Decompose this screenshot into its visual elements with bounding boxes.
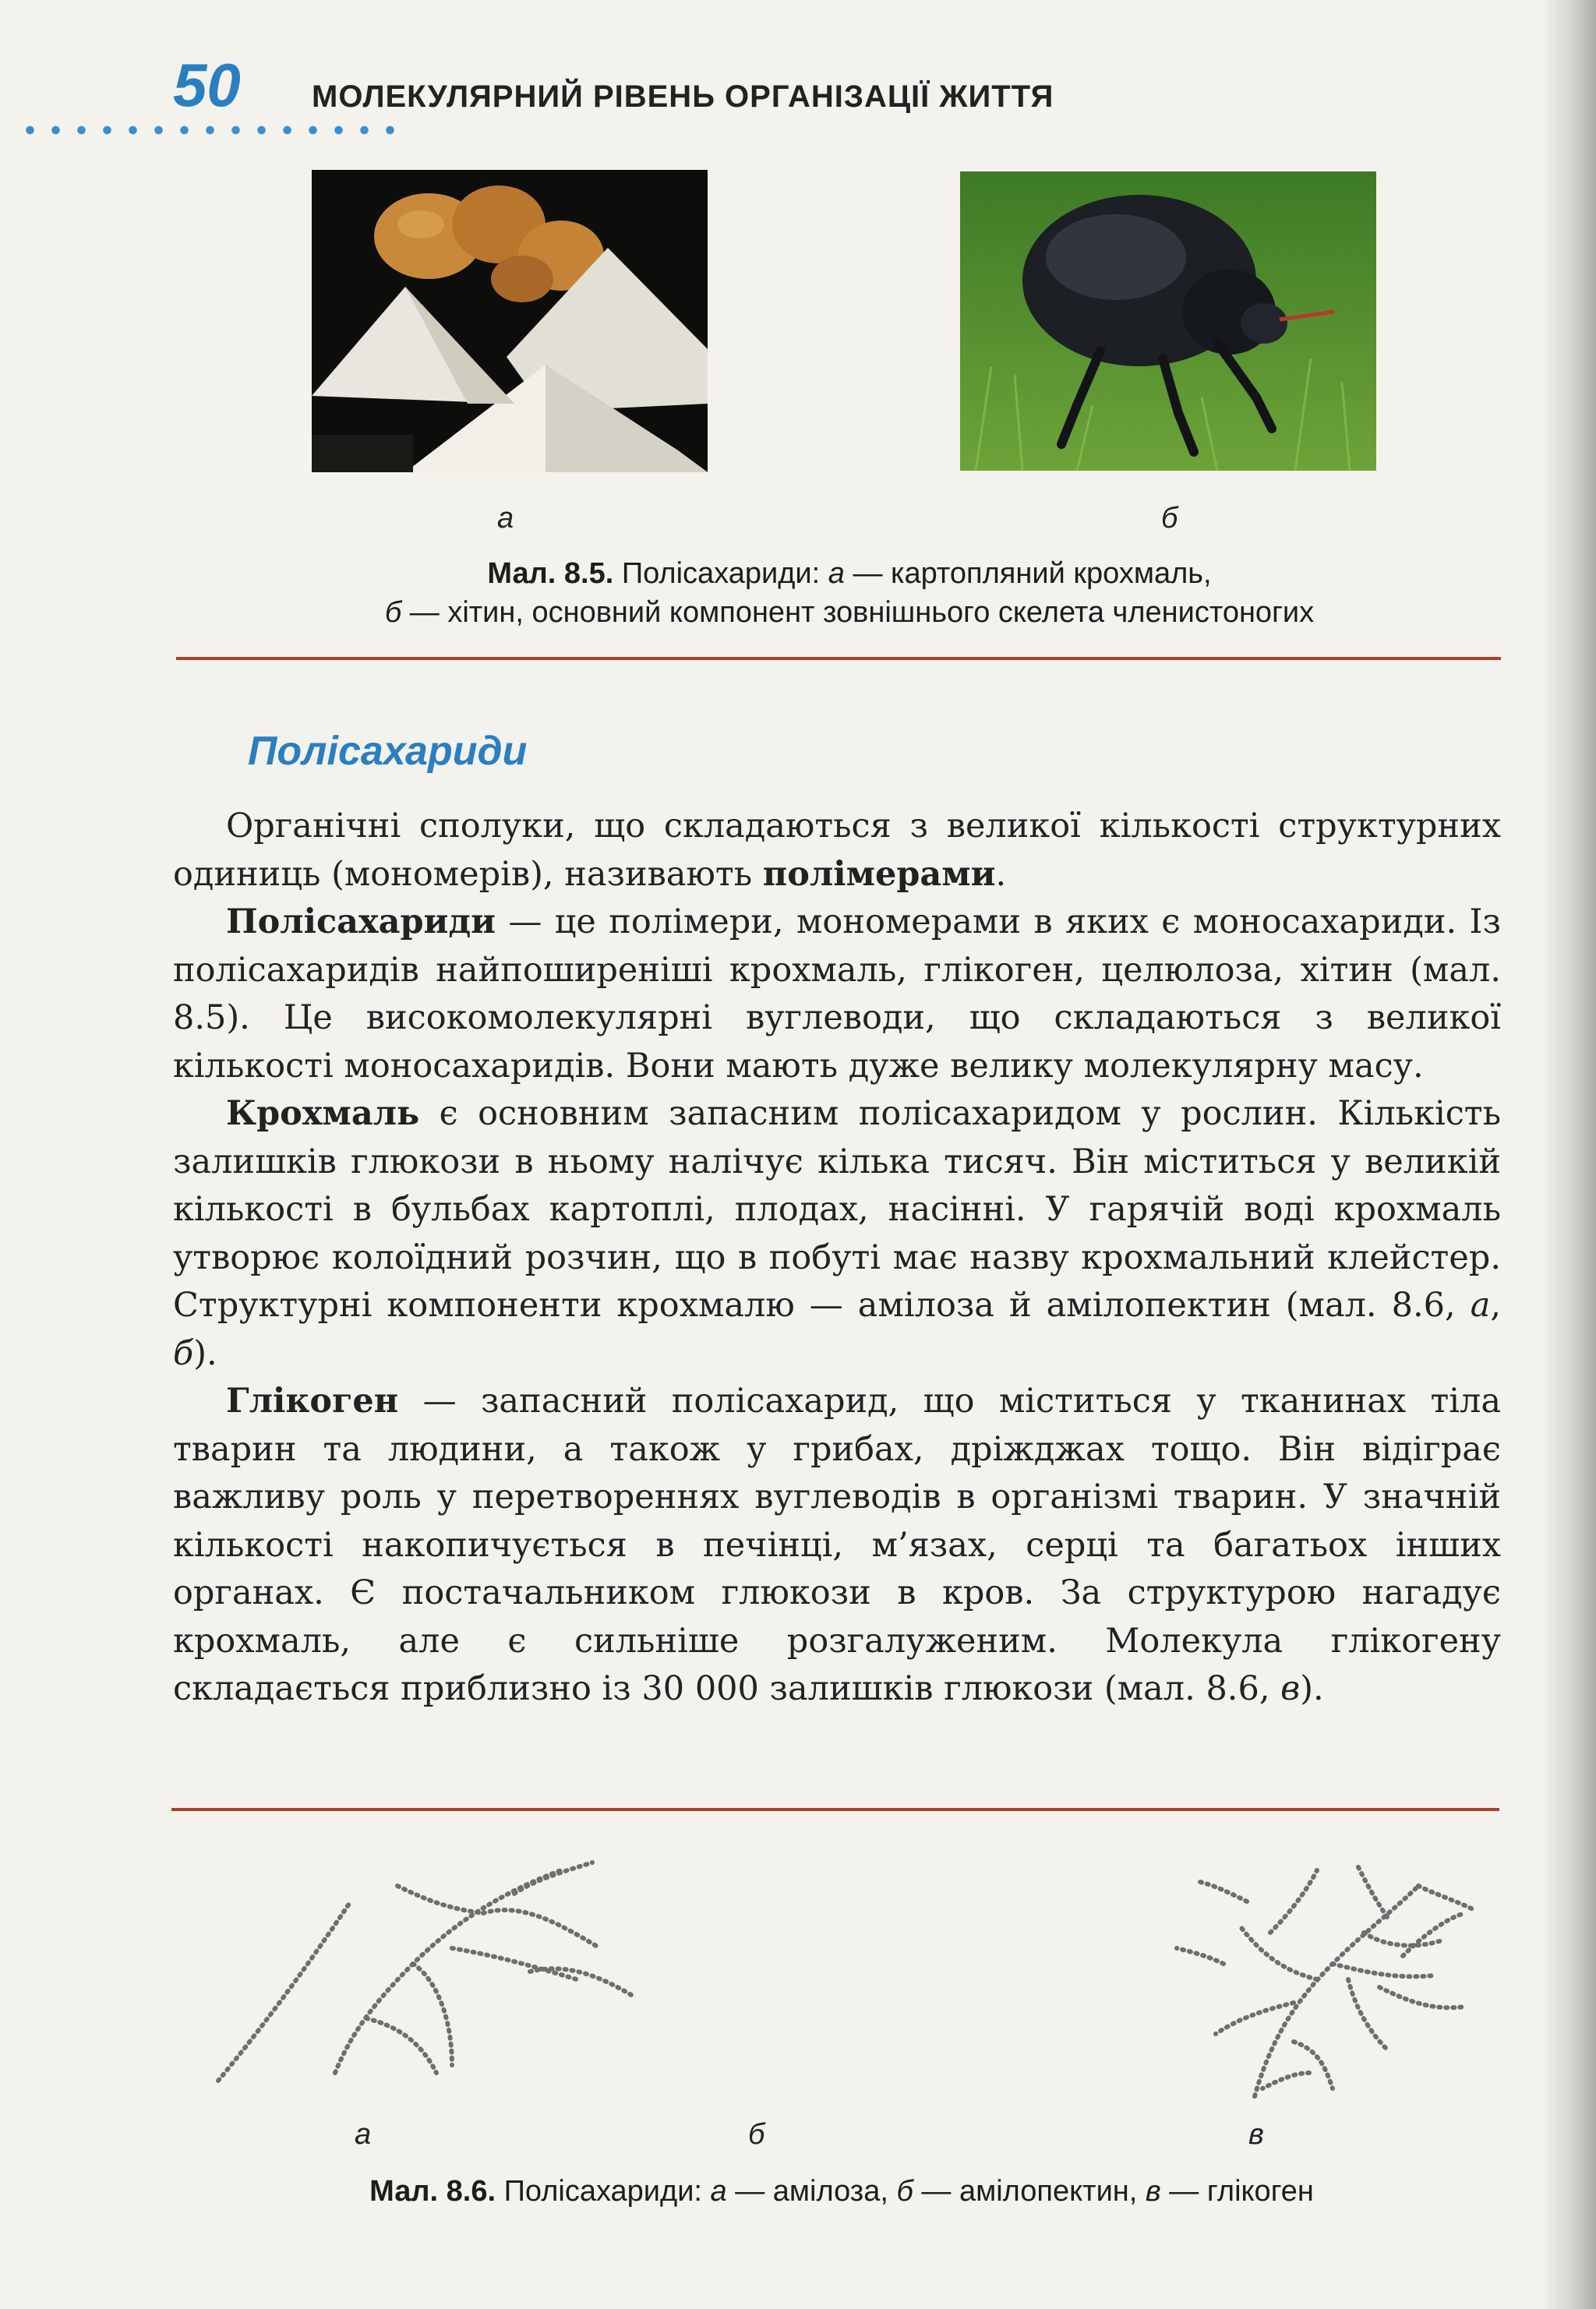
amylopectin-branches — [335, 1862, 631, 2073]
polysaccharide-structures-diagram — [171, 1839, 1512, 2120]
running-title: МОЛЕКУЛЯРНИЙ РІВЕНЬ ОРГАНІЗАЦІЇ ЖИТТЯ — [312, 79, 1054, 114]
paragraph-text: — це полімери, мономерами в яких є моносахариди. Із полісахаридів найпоширеніші крохмаль, глікоген, целюлоза, хітин (мал. 8.5). Це високомолекулярні вуглеводи, що складаються з великої кількості моносахаридів. Вони мають дуже велику молекулярну масу. — [173, 902, 1501, 1086]
figure-ref-letter: б — [173, 1333, 194, 1373]
caption-letter: а — [710, 2175, 727, 2208]
caption-text: — глікоген — [1160, 2175, 1314, 2208]
paragraph-text: Органічні сполуки, що складаються з великої кількості структурних одиниць (мономерів), називають — [173, 807, 1501, 894]
figure-8-5-caption-a-letter: а — [828, 557, 845, 590]
paragraph-text: ). — [1300, 1669, 1324, 1708]
figure-8-6-caption-ref: Мал. 8.6. — [369, 2175, 496, 2208]
figure-8-6-caption — [171, 2173, 1512, 2211]
figure-8-5-caption-b-letter: б — [384, 596, 402, 629]
term-starch: Крохмаль — [226, 1094, 420, 1133]
figure-8-6-label-b: б — [748, 2118, 765, 2151]
potato-starch-photo — [312, 170, 708, 472]
paragraph-text: — запасний полісахарид, що міститься у тканинах тіла тварин та людини, а також у грибах, дріжджах тощо. Він відіграє важливу роль у перетвореннях вуглеводів в організмі тварин. У значній кількості накопичується в печінці, м’язах, серці та багатьох інших органах. Є постачальником глюкози в кров. За структурою нагадує крохмаль, але є сильніше розгалуженим. Молекула глікогену складається приблизно із 30 000 залишків глюкози (мал. 8.6, — [173, 1382, 1501, 1708]
figure-8-5-label-a: а — [497, 502, 514, 535]
paragraph-starch — [173, 1090, 1501, 1378]
figure-ref-letter: а — [1470, 1286, 1491, 1325]
body-text — [173, 803, 1501, 1714]
caption-letter: б — [896, 2175, 913, 2208]
caption-text: — амілопектин, — [913, 2175, 1146, 2208]
paragraph-text: ). — [193, 1333, 217, 1373]
caption-text: — амілоза, — [726, 2175, 897, 2208]
paragraph-text: є основним запасним полісахаридом у рослин. Кількість залишків глюкози в ньому налічує кілька тисяч. Він міститься у великій кількості в бульбах картоплі, плодах, насінні. У гарячій воді крохмаль утворює колоїдний розчин, що в побуті має назву крохмальний клейстер. Структурні компоненти крохмалю — амілоза й амілопектин (мал. 8.6, — [173, 1094, 1501, 1325]
paragraph-polysaccharides — [173, 899, 1501, 1090]
paragraph-glycogen — [173, 1378, 1501, 1714]
page-edge-shadow — [1541, 0, 1596, 2309]
dotted-divider — [17, 125, 407, 136]
beetle-photo — [960, 171, 1376, 471]
figure-8-6-label-a: а — [355, 2118, 372, 2151]
caption-letter: в — [1145, 2175, 1161, 2208]
figure-8-5-caption-b-text: — хітин, основний компонент зовнішнього скелета членистоногих — [401, 596, 1315, 629]
figure-8-5-label-b: б — [1161, 502, 1178, 535]
term-polymers: полімерами — [762, 854, 996, 894]
figure-8-5-caption-a-text: — картопляний крохмаль, — [844, 557, 1212, 590]
page-number: 50 — [173, 51, 241, 119]
paragraph-text: , — [1490, 1286, 1501, 1325]
section-title: Полісахариди — [248, 729, 528, 774]
paragraph-polymers — [173, 803, 1501, 899]
figure-8-5-caption-line-2 — [234, 594, 1465, 632]
figure-8-5-caption-ref: Мал. 8.5. — [487, 557, 614, 590]
figure-8-6-label-v: в — [1248, 2118, 1264, 2151]
figure-8-5-caption-lead: Полісахариди: — [613, 557, 828, 590]
figure-divider-bottom — [171, 1808, 1499, 1811]
amylose-chain — [218, 1901, 351, 2081]
glycogen-branches — [1177, 1862, 1473, 2096]
term-polysaccharides: Полісахариди — [226, 902, 496, 941]
caption-text: Полісахариди: — [496, 2175, 711, 2208]
figure-ref-letter: в — [1280, 1669, 1301, 1708]
term-glycogen: Глікоген — [226, 1382, 399, 1421]
figure-divider-top — [176, 657, 1501, 660]
figure-8-5-caption-line-1 — [234, 555, 1465, 593]
paragraph-text: . — [995, 854, 1007, 894]
